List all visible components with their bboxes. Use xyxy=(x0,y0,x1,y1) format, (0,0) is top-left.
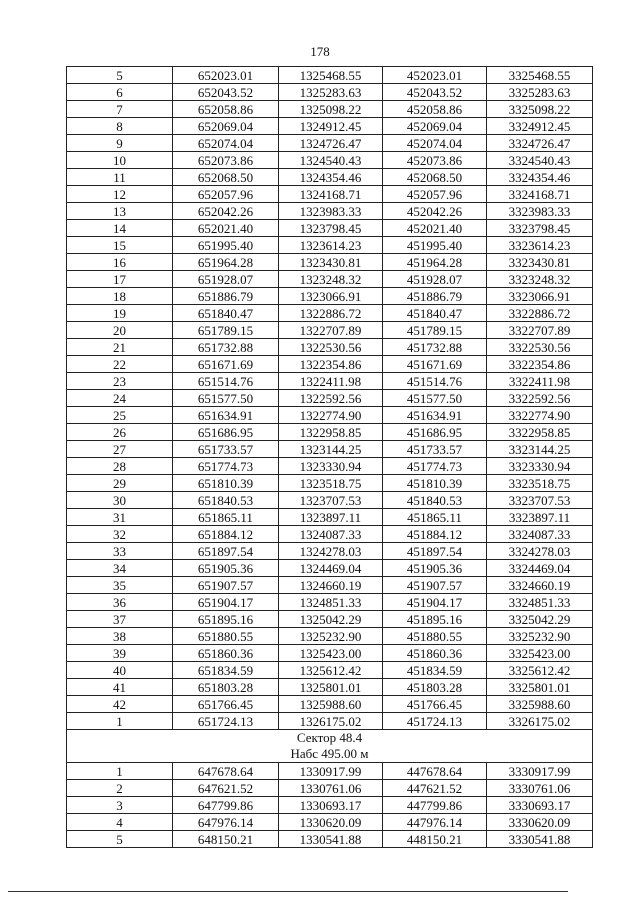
table-row xyxy=(67,458,593,475)
table-cell: 1325801.01 xyxy=(279,679,383,696)
table-cell: 3323066.91 xyxy=(487,288,593,305)
table-cell: 451995.40 xyxy=(383,237,487,254)
table-cell: 651897.54 xyxy=(173,543,279,560)
table-cell: 1324168.71 xyxy=(279,186,383,203)
table-cell: 1324726.47 xyxy=(279,135,383,152)
table-cell: 3322958.85 xyxy=(487,424,593,441)
table-row xyxy=(67,373,593,390)
table-cell: 39 xyxy=(67,645,173,662)
table-row xyxy=(67,152,593,169)
table-row xyxy=(67,407,593,424)
table-cell: 452021.40 xyxy=(383,220,487,237)
table-cell: 20 xyxy=(67,322,173,339)
table-cell: 5 xyxy=(67,831,173,848)
table-cell: 452069.04 xyxy=(383,118,487,135)
table-cell: 651732.88 xyxy=(173,339,279,356)
table-cell: 652023.01 xyxy=(173,67,279,84)
table-cell: 3325283.63 xyxy=(487,84,593,101)
table-cell: 40 xyxy=(67,662,173,679)
sector-header xyxy=(67,730,593,763)
table-cell: 451907.57 xyxy=(383,577,487,594)
table-cell: 3322354.86 xyxy=(487,356,593,373)
table-cell: 3325042.29 xyxy=(487,611,593,628)
table-cell: 1325468.55 xyxy=(279,67,383,84)
table-cell: 451789.15 xyxy=(383,322,487,339)
table-cell: 12 xyxy=(67,186,173,203)
table-cell: 451904.17 xyxy=(383,594,487,611)
table-cell: 1324660.19 xyxy=(279,577,383,594)
table-cell: 3324660.19 xyxy=(487,577,593,594)
table-cell: 451733.57 xyxy=(383,441,487,458)
table-cell: 24 xyxy=(67,390,173,407)
table-cell: 451865.11 xyxy=(383,509,487,526)
table-row xyxy=(67,220,593,237)
table-cell: 1322411.98 xyxy=(279,373,383,390)
table-row xyxy=(67,713,593,730)
table-cell: 651995.40 xyxy=(173,237,279,254)
table-cell: 1322958.85 xyxy=(279,424,383,441)
table-cell: 452042.26 xyxy=(383,203,487,220)
table-cell: 651907.57 xyxy=(173,577,279,594)
table-cell: 651766.45 xyxy=(173,696,279,713)
table-row xyxy=(67,814,593,831)
table-row xyxy=(67,492,593,509)
table-cell: 451840.53 xyxy=(383,492,487,509)
table-cell: 651895.16 xyxy=(173,611,279,628)
table-cell: 41 xyxy=(67,679,173,696)
table-cell: 447799.86 xyxy=(383,797,487,814)
table-cell: 647799.86 xyxy=(173,797,279,814)
table-row xyxy=(67,254,593,271)
table-cell: 3323983.33 xyxy=(487,203,593,220)
table-cell: 2 xyxy=(67,780,173,797)
table-row xyxy=(67,271,593,288)
coordinates-table xyxy=(66,66,593,848)
table-cell: 1322707.89 xyxy=(279,322,383,339)
table-cell: 1323144.25 xyxy=(279,441,383,458)
table-cell: 37 xyxy=(67,611,173,628)
table-cell: 452057.96 xyxy=(383,186,487,203)
table-cell: 452073.86 xyxy=(383,152,487,169)
table-cell: 651789.15 xyxy=(173,322,279,339)
table-row xyxy=(67,797,593,814)
table-cell: 451810.39 xyxy=(383,475,487,492)
table-cell: 651904.17 xyxy=(173,594,279,611)
table-cell: 451886.79 xyxy=(383,288,487,305)
table-cell: 42 xyxy=(67,696,173,713)
table-cell: 16 xyxy=(67,254,173,271)
table-cell: 651928.07 xyxy=(173,271,279,288)
table-cell: 3325988.60 xyxy=(487,696,593,713)
table-row xyxy=(67,339,593,356)
table-cell: 652043.52 xyxy=(173,84,279,101)
table-cell: 652057.96 xyxy=(173,186,279,203)
table-cell: 451834.59 xyxy=(383,662,487,679)
table-cell: 651860.36 xyxy=(173,645,279,662)
table-cell: 1324278.03 xyxy=(279,543,383,560)
table-row xyxy=(67,135,593,152)
table-row xyxy=(67,305,593,322)
sector-header-row xyxy=(67,730,593,763)
table-cell: 1323614.23 xyxy=(279,237,383,254)
table-cell: 18 xyxy=(67,288,173,305)
table-cell: 447621.52 xyxy=(383,780,487,797)
table-cell: 652068.50 xyxy=(173,169,279,186)
table-row xyxy=(67,67,593,84)
table-cell: 451928.07 xyxy=(383,271,487,288)
table-cell: 1323518.75 xyxy=(279,475,383,492)
table-cell: 1322354.86 xyxy=(279,356,383,373)
table-cell: 1323897.11 xyxy=(279,509,383,526)
table-cell: 651840.47 xyxy=(173,305,279,322)
table-cell: 1330541.88 xyxy=(279,831,383,848)
coordinates-rows-first-sector xyxy=(67,67,593,730)
table-cell: 1325098.22 xyxy=(279,101,383,118)
table-cell: 651514.76 xyxy=(173,373,279,390)
table-cell: 651865.11 xyxy=(173,509,279,526)
table-cell: 452068.50 xyxy=(383,169,487,186)
table-cell: 451774.73 xyxy=(383,458,487,475)
table-cell: 1 xyxy=(67,763,173,780)
table-row xyxy=(67,594,593,611)
table-cell: 451724.13 xyxy=(383,713,487,730)
table-row xyxy=(67,203,593,220)
table-cell: 1323983.33 xyxy=(279,203,383,220)
table-cell: 5 xyxy=(67,67,173,84)
table-cell: 647621.52 xyxy=(173,780,279,797)
table-row xyxy=(67,118,593,135)
table-cell: 651964.28 xyxy=(173,254,279,271)
table-cell: 451860.36 xyxy=(383,645,487,662)
table-cell: 652069.04 xyxy=(173,118,279,135)
table-cell: 3324469.04 xyxy=(487,560,593,577)
table-cell: 19 xyxy=(67,305,173,322)
table-cell: 8 xyxy=(67,118,173,135)
table-cell: 11 xyxy=(67,169,173,186)
table-cell: 1323430.81 xyxy=(279,254,383,271)
table-cell: 652074.04 xyxy=(173,135,279,152)
table-row xyxy=(67,475,593,492)
table-cell: 3322592.56 xyxy=(487,390,593,407)
table-cell: 651834.59 xyxy=(173,662,279,679)
table-cell: 1325423.00 xyxy=(279,645,383,662)
table-row xyxy=(67,441,593,458)
table-cell: 452074.04 xyxy=(383,135,487,152)
table-cell: 3325232.90 xyxy=(487,628,593,645)
table-cell: 451803.28 xyxy=(383,679,487,696)
table-cell: 451671.69 xyxy=(383,356,487,373)
table-cell: 451766.45 xyxy=(383,696,487,713)
table-cell: 651774.73 xyxy=(173,458,279,475)
sector-height: Набс 495.00 м xyxy=(290,746,369,761)
table-row xyxy=(67,628,593,645)
table-cell: 3330761.06 xyxy=(487,780,593,797)
table-row xyxy=(67,288,593,305)
table-cell: 651840.53 xyxy=(173,492,279,509)
table-cell: 14 xyxy=(67,220,173,237)
table-cell: 13 xyxy=(67,203,173,220)
table-cell: 10 xyxy=(67,152,173,169)
table-cell: 451577.50 xyxy=(383,390,487,407)
table-cell: 3323330.94 xyxy=(487,458,593,475)
table-row xyxy=(67,780,593,797)
table-cell: 1326175.02 xyxy=(279,713,383,730)
table-cell: 1330761.06 xyxy=(279,780,383,797)
table-cell: 651880.55 xyxy=(173,628,279,645)
table-cell: 1323066.91 xyxy=(279,288,383,305)
table-cell: 1 xyxy=(67,713,173,730)
table-cell: 38 xyxy=(67,628,173,645)
table-cell: 1322886.72 xyxy=(279,305,383,322)
table-cell: 9 xyxy=(67,135,173,152)
table-cell: 451880.55 xyxy=(383,628,487,645)
table-row xyxy=(67,543,593,560)
table-cell: 1324354.46 xyxy=(279,169,383,186)
table-cell: 647678.64 xyxy=(173,763,279,780)
table-cell: 3324540.43 xyxy=(487,152,593,169)
table-cell: 3324726.47 xyxy=(487,135,593,152)
table-row xyxy=(67,84,593,101)
table-row xyxy=(67,237,593,254)
table-cell: 3323798.45 xyxy=(487,220,593,237)
table-cell: 3323518.75 xyxy=(487,475,593,492)
table-cell: 3330917.99 xyxy=(487,763,593,780)
table-cell: 651686.95 xyxy=(173,424,279,441)
table-cell: 15 xyxy=(67,237,173,254)
table-row xyxy=(67,186,593,203)
table-row xyxy=(67,831,593,848)
table-cell: 1322530.56 xyxy=(279,339,383,356)
table-cell: 3322707.89 xyxy=(487,322,593,339)
table-cell: 1323330.94 xyxy=(279,458,383,475)
table-cell: 3325612.42 xyxy=(487,662,593,679)
table-cell: 1323248.32 xyxy=(279,271,383,288)
table-cell: 1330620.09 xyxy=(279,814,383,831)
table-cell: 451897.54 xyxy=(383,543,487,560)
table-cell: 1324469.04 xyxy=(279,560,383,577)
table-cell: 3322886.72 xyxy=(487,305,593,322)
table-cell: 651724.13 xyxy=(173,713,279,730)
table-row xyxy=(67,611,593,628)
table-cell: 651886.79 xyxy=(173,288,279,305)
table-row xyxy=(67,169,593,186)
table-cell: 30 xyxy=(67,492,173,509)
table-cell: 1325283.63 xyxy=(279,84,383,101)
table-cell: 451686.95 xyxy=(383,424,487,441)
table-cell: 651733.57 xyxy=(173,441,279,458)
table-cell: 3324851.33 xyxy=(487,594,593,611)
table-cell: 651671.69 xyxy=(173,356,279,373)
table-cell: 3330541.88 xyxy=(487,831,593,848)
table-cell: 33 xyxy=(67,543,173,560)
table-cell: 31 xyxy=(67,509,173,526)
table-cell: 3323707.53 xyxy=(487,492,593,509)
table-cell: 451884.12 xyxy=(383,526,487,543)
table-row xyxy=(67,645,593,662)
table-cell: 1322592.56 xyxy=(279,390,383,407)
table-cell: 1325612.42 xyxy=(279,662,383,679)
table-cell: 1323798.45 xyxy=(279,220,383,237)
table-cell: 651884.12 xyxy=(173,526,279,543)
table-row xyxy=(67,526,593,543)
table-cell: 25 xyxy=(67,407,173,424)
table-row xyxy=(67,679,593,696)
table-cell: 647976.14 xyxy=(173,814,279,831)
table-cell: 3330620.09 xyxy=(487,814,593,831)
table-cell: 651803.28 xyxy=(173,679,279,696)
page-number: 178 xyxy=(310,44,330,59)
table-cell: 652058.86 xyxy=(173,101,279,118)
table-cell: 3324278.03 xyxy=(487,543,593,560)
table-cell: 3325098.22 xyxy=(487,101,593,118)
table-cell: 3330693.17 xyxy=(487,797,593,814)
table-cell: 452043.52 xyxy=(383,84,487,101)
table-cell: 3326175.02 xyxy=(487,713,593,730)
table-cell: 3323248.32 xyxy=(487,271,593,288)
table-cell: 3324912.45 xyxy=(487,118,593,135)
table-cell: 23 xyxy=(67,373,173,390)
table-cell: 447678.64 xyxy=(383,763,487,780)
table-cell: 451634.91 xyxy=(383,407,487,424)
table-cell: 1330693.17 xyxy=(279,797,383,814)
table-cell: 1324912.45 xyxy=(279,118,383,135)
table-cell: 3323897.11 xyxy=(487,509,593,526)
sector-title: Сектор 48.4 xyxy=(296,730,363,745)
table-cell: 1325988.60 xyxy=(279,696,383,713)
table-cell: 35 xyxy=(67,577,173,594)
table-cell: 34 xyxy=(67,560,173,577)
table-cell: 27 xyxy=(67,441,173,458)
coordinates-rows-sector-48-4 xyxy=(67,763,593,848)
table-row xyxy=(67,662,593,679)
table-cell: 3324354.46 xyxy=(487,169,593,186)
table-row xyxy=(67,577,593,594)
table-row xyxy=(67,509,593,526)
table-cell: 652042.26 xyxy=(173,203,279,220)
sector-header-cell xyxy=(67,730,593,763)
table-cell: 651634.91 xyxy=(173,407,279,424)
table-cell: 451840.47 xyxy=(383,305,487,322)
table-cell: 1325042.29 xyxy=(279,611,383,628)
table-cell: 21 xyxy=(67,339,173,356)
table-cell: 36 xyxy=(67,594,173,611)
table-cell: 652021.40 xyxy=(173,220,279,237)
table-cell: 451895.16 xyxy=(383,611,487,628)
table-cell: 1324087.33 xyxy=(279,526,383,543)
table-row xyxy=(67,356,593,373)
table-cell: 3322774.90 xyxy=(487,407,593,424)
table-cell: 17 xyxy=(67,271,173,288)
table-cell: 3322530.56 xyxy=(487,339,593,356)
table-cell: 451732.88 xyxy=(383,339,487,356)
table-cell: 1325232.90 xyxy=(279,628,383,645)
table-row xyxy=(67,424,593,441)
table-cell: 32 xyxy=(67,526,173,543)
table-cell: 28 xyxy=(67,458,173,475)
table-cell: 3324168.71 xyxy=(487,186,593,203)
table-cell: 651577.50 xyxy=(173,390,279,407)
table-row xyxy=(67,390,593,407)
table-cell: 3324087.33 xyxy=(487,526,593,543)
table-cell: 3322411.98 xyxy=(487,373,593,390)
table-cell: 6 xyxy=(67,84,173,101)
table-cell: 648150.21 xyxy=(173,831,279,848)
table-cell: 3323614.23 xyxy=(487,237,593,254)
table-cell: 7 xyxy=(67,101,173,118)
table-row xyxy=(67,560,593,577)
table-cell: 451905.36 xyxy=(383,560,487,577)
table-cell: 452023.01 xyxy=(383,67,487,84)
table-cell: 1323707.53 xyxy=(279,492,383,509)
table-cell: 651905.36 xyxy=(173,560,279,577)
table-row xyxy=(67,696,593,713)
table-cell: 3325423.00 xyxy=(487,645,593,662)
bottom-rule xyxy=(8,891,568,892)
table-cell: 1322774.90 xyxy=(279,407,383,424)
table-cell: 651810.39 xyxy=(173,475,279,492)
table-row xyxy=(67,763,593,780)
table-cell: 3 xyxy=(67,797,173,814)
table-cell: 3323144.25 xyxy=(487,441,593,458)
table-cell: 22 xyxy=(67,356,173,373)
table-row xyxy=(67,322,593,339)
table-cell: 448150.21 xyxy=(383,831,487,848)
table-cell: 452058.86 xyxy=(383,101,487,118)
table-cell: 3325468.55 xyxy=(487,67,593,84)
table-cell: 3323430.81 xyxy=(487,254,593,271)
table-cell: 451964.28 xyxy=(383,254,487,271)
table-cell: 1324851.33 xyxy=(279,594,383,611)
table-cell: 26 xyxy=(67,424,173,441)
table-cell: 4 xyxy=(67,814,173,831)
table-cell: 1330917.99 xyxy=(279,763,383,780)
table-cell: 447976.14 xyxy=(383,814,487,831)
table-cell: 29 xyxy=(67,475,173,492)
table-cell: 3325801.01 xyxy=(487,679,593,696)
table-row xyxy=(67,101,593,118)
table-cell: 652073.86 xyxy=(173,152,279,169)
table-cell: 1324540.43 xyxy=(279,152,383,169)
table-cell: 451514.76 xyxy=(383,373,487,390)
